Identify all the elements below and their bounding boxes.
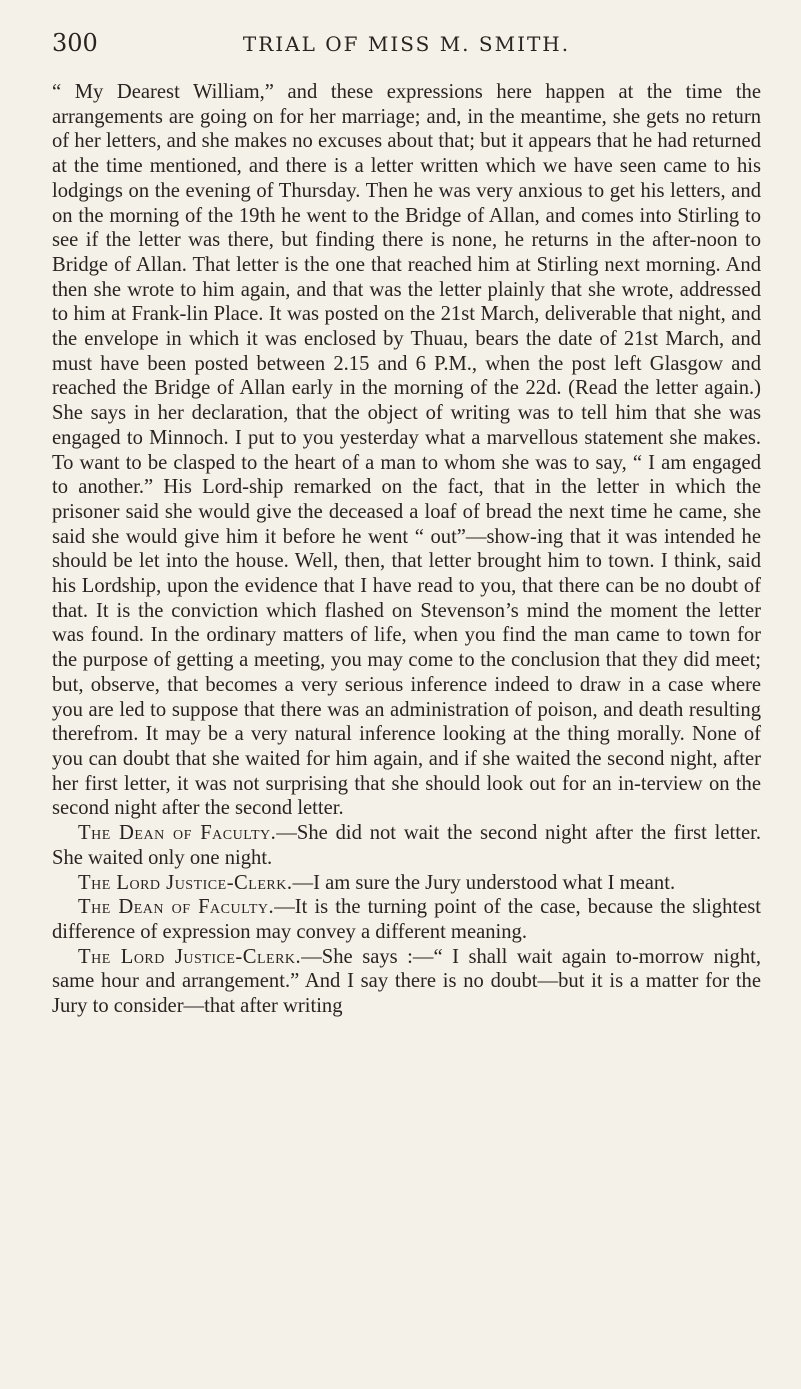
book-page <box>0 30 801 1389</box>
speech-text: —It is the turning point of the case, because the slightest difference of expression may convey a different meaning. <box>52 896 761 943</box>
speech-text: —She says :—“ I shall wait again to-morrow night, same hour and arrangement.” And I say there is no doubt—but it is a matter for the Jury to consider—that after writing <box>52 945 761 1018</box>
speech-text: —She did not wait the second night after the first letter. She waited only one night. <box>52 822 761 869</box>
speaker-name: The Lord Justice-Clerk. <box>78 871 293 894</box>
paragraph-lord-continues <box>52 945 761 1019</box>
running-head: TRIAL OF MISS M. SMITH. <box>242 32 571 56</box>
paragraph-lord-reply <box>52 871 761 896</box>
paragraph-text: “ My Dearest William,” and these expressions here happen at the time the arrangements are going on for her marriage; and, in the meantime, she gets no return of her letters, and she makes no excuses about that; but it appears that he had returned at the time mentioned, and there is a letter written which we have seen came to his lodgings on the evening of Thursday. Then he was very anxious to get his letters, and on the morning of the 19th he went to the Bridge of Allan, and comes into Stirling to see if the letter was there, but finding there is none, he returns in the after-noon to Bridge of Allan. That letter is the one that reached him at Stirling next morning. And then she wrote to him again, and that was the letter plainly that she wrote, addressed to him at Frank-lin Place. It was posted on the 21st March, deliverable that night, and the envelope in which it was enclosed by Thuau, bears the date of 21st March, and must have been posted between 2.15 and 6 P.M., when the post left Glasgow and reached the Bridge of Allan early in the morning of the 22d. (Read the letter again.) She says in her declaration, that the object of writing was to tell him that she was engaged to Minnoch. I put to you yesterday what a marvellous statement she makes. To want to be clasped to the heart of a man to whom she was to say, “ I am engaged to another.” His Lord-ship remarked on the fact, that in the letter in which the prisoner said she would give the deceased a loaf of bread the next time he came, she said she would give him it before he went “ out”—show-ing that it was intended he should be let into the house. Well, then, that letter brought him to town. I think, said his Lordship, upon the evidence that I have read to you, that there can be no doubt of that. It is the conviction which flashed on Stevenson’s mind the moment the letter was found. In the ordinary matters of life, when you find the man came to town for the purpose of getting a meeting, you may come to the conclusion that they did meet; but, observe, that becomes a very serious inference indeed to draw in a case where you are led to suppose that there was an administration of poison, and death resulting therefrom. It may be a very natural inference looking at the thing morally. None of you can doubt that she waited for him again, and if she waited the second night, after her first letter, it was not surprising that she should look out for an in-terview on the second night after the second letter. <box>52 81 761 820</box>
paragraph-dean-interjection <box>52 821 761 870</box>
paragraph-charge <box>52 80 761 821</box>
page-number: 300 <box>52 29 98 57</box>
paragraph-dean-point <box>52 895 761 944</box>
speaker-name: The Dean of Faculty. <box>78 896 275 919</box>
speaker-name: The Lord Justice-Clerk. <box>78 945 302 968</box>
body-text <box>52 80 761 1019</box>
page-header <box>52 30 761 70</box>
speech-text: —I am sure the Jury understood what I meant. <box>292 871 676 894</box>
speaker-name: The Dean of Faculty. <box>78 822 277 845</box>
